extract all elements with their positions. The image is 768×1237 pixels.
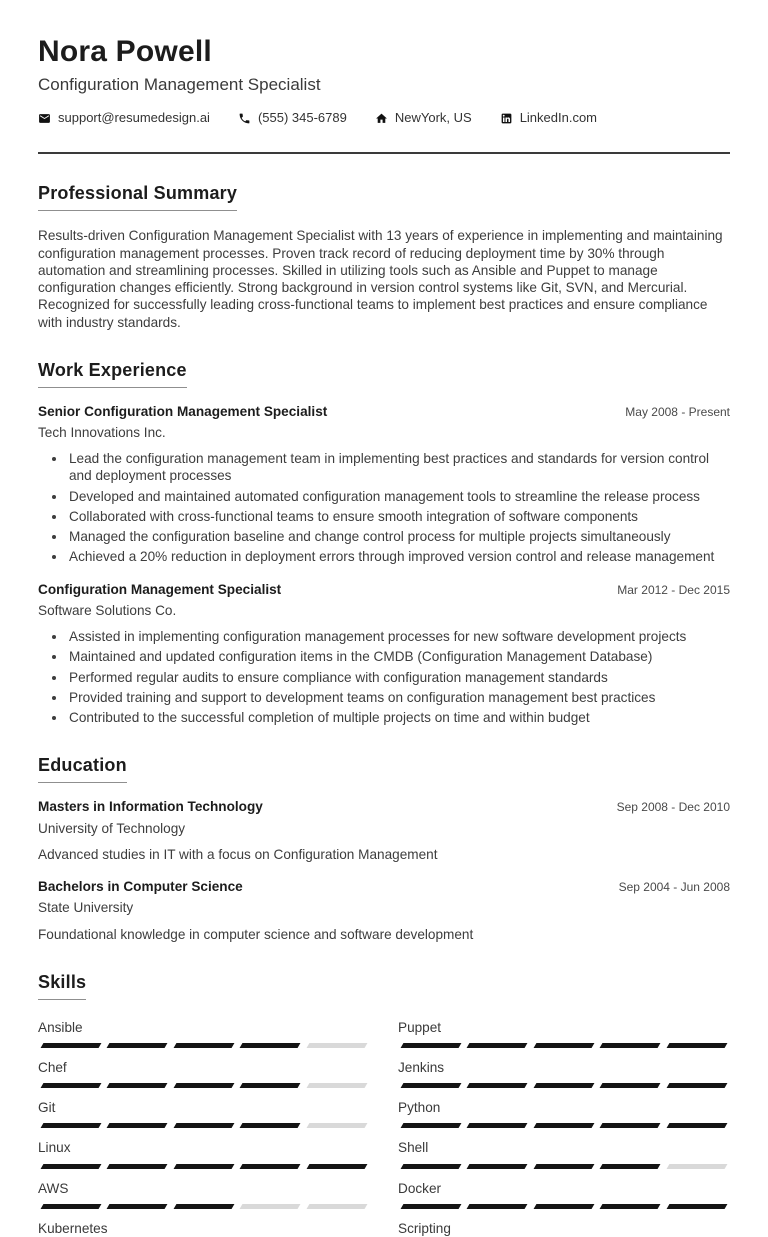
contact-email — [38, 110, 210, 127]
section-title-work-experience: Work Experience — [38, 359, 187, 388]
skill-level-segment — [41, 1083, 102, 1088]
work-entry — [38, 403, 730, 566]
skill-level-bar — [398, 1204, 730, 1209]
job-bullet-list — [38, 450, 730, 566]
skill-item — [38, 1220, 370, 1237]
education-dates: Sep 2008 - Dec 2010 — [616, 800, 730, 815]
skill-level-segment — [107, 1164, 168, 1169]
skill-level-bar — [398, 1083, 730, 1088]
skill-level-segment — [306, 1083, 367, 1088]
job-bullet: • Achieved a 20% reduction in deployment errors through improved version control and release management — [67, 548, 730, 565]
skill-level-segment — [600, 1204, 661, 1209]
skill-item — [38, 1099, 370, 1128]
education-entry-header — [38, 798, 730, 815]
work-entry — [38, 581, 730, 727]
contact-location-text: NewYork, US — [394, 109, 472, 125]
skill-level-segment — [600, 1083, 661, 1088]
skill-level-segment — [306, 1123, 367, 1128]
contact-linkedin-text: LinkedIn.com — [519, 109, 598, 125]
skill-level-segment — [666, 1164, 727, 1169]
education-entry — [38, 878, 730, 943]
person-job-title: Configuration Management Specialist — [38, 75, 321, 95]
resume-header — [38, 36, 730, 126]
school-name: State University — [38, 900, 134, 916]
job-bullet: • Provided training and support to development teams on configuration management best practices — [67, 689, 730, 706]
skill-item — [398, 1099, 730, 1128]
skill-item — [398, 1220, 730, 1237]
summary-paragraph: Results-driven Configuration Management Specialist with 13 years of experience in implementing and maintaining configuration management processes. Proven track record of reducing deployment time by 30% through automation and streamlining processes. Skilled in utilizing tools such as Ansible and Puppet to manage configuration changes efficiently. Strong background in version control systems like Git, SVN, and Mercurial. Recognized for successfully leading cross-functional teams to implement best practices and ensure compliance with industry standards. — [38, 228, 723, 330]
section-work-experience — [38, 331, 730, 727]
skill-level-segment — [107, 1123, 168, 1128]
person-name: Nora Powell — [38, 35, 212, 68]
skill-name: Scripting — [398, 1220, 451, 1236]
education-description: Advanced studies in IT with a focus on Configuration Management — [38, 846, 438, 862]
job-bullet: • Collaborated with cross-functional teams to ensure smooth integration of software components — [67, 508, 730, 525]
skill-level-segment — [107, 1204, 168, 1209]
skill-name: Linux — [38, 1140, 71, 1156]
skill-level-bar — [398, 1164, 730, 1169]
skills-column-1 — [38, 1008, 370, 1237]
skill-level-segment — [41, 1123, 102, 1128]
skill-item — [38, 1180, 370, 1209]
skill-level-segment — [401, 1043, 462, 1048]
skill-item — [38, 1019, 370, 1048]
skill-level-segment — [306, 1043, 367, 1048]
skill-level-segment — [401, 1083, 462, 1088]
job-bullet: • Maintained and updated configuration items in the CMDB (Configuration Management Database) — [67, 648, 730, 665]
skill-name: Git — [38, 1100, 56, 1116]
contact-email-text: support@resumedesign.ai — [58, 109, 210, 125]
skill-level-segment — [467, 1123, 528, 1128]
skill-level-bar — [398, 1043, 730, 1048]
section-education — [38, 726, 730, 942]
skill-level-segment — [600, 1043, 661, 1048]
skill-level-segment — [107, 1043, 168, 1048]
skill-level-segment — [173, 1204, 234, 1209]
skill-level-segment — [467, 1204, 528, 1209]
email-icon — [38, 112, 51, 125]
skill-level-segment — [533, 1083, 594, 1088]
skill-name: Python — [398, 1100, 441, 1116]
contact-phone-text: (555) 345-6789 — [257, 109, 347, 125]
skill-level-segment — [41, 1204, 102, 1209]
skill-level-segment — [240, 1043, 301, 1048]
skill-level-segment — [533, 1164, 594, 1169]
skill-level-bar — [38, 1043, 370, 1048]
skill-item — [38, 1059, 370, 1088]
phone-icon — [238, 112, 251, 125]
skills-grid — [38, 1008, 730, 1237]
skill-name: Ansible — [38, 1019, 83, 1035]
job-bullet: • Performed regular audits to ensure compliance with configuration management standards — [67, 669, 730, 686]
section-skills — [38, 943, 730, 1237]
skill-level-segment — [401, 1164, 462, 1169]
skill-item — [398, 1180, 730, 1209]
skill-name: Docker — [398, 1180, 442, 1196]
skill-level-segment — [533, 1043, 594, 1048]
skills-column-2 — [398, 1008, 730, 1237]
education-description: Foundational knowledge in computer science and software development — [38, 926, 474, 942]
skill-level-segment — [401, 1204, 462, 1209]
skill-level-segment — [467, 1043, 528, 1048]
job-bullet: • Contributed to the successful completion of multiple projects on time and within budget — [67, 709, 730, 726]
skill-item — [398, 1019, 730, 1048]
job-company: Software Solutions Co. — [38, 602, 177, 618]
skill-level-bar — [38, 1083, 370, 1088]
skill-level-segment — [666, 1204, 727, 1209]
skill-level-segment — [533, 1123, 594, 1128]
skill-name: Kubernetes — [38, 1220, 108, 1236]
job-title: Senior Configuration Management Specialist — [38, 403, 328, 419]
school-name: University of Technology — [38, 820, 186, 836]
skill-level-segment — [173, 1083, 234, 1088]
education-entry-header — [38, 878, 730, 895]
education-dates: Sep 2004 - Jun 2008 — [618, 880, 730, 895]
contact-linkedin — [500, 110, 597, 127]
skill-level-segment — [467, 1164, 528, 1169]
skill-name: Puppet — [398, 1019, 442, 1035]
work-entry-header — [38, 581, 730, 598]
skill-name: Chef — [38, 1059, 67, 1075]
job-bullet: • Managed the configuration baseline and change control process for multiple projects simultaneously — [67, 528, 730, 545]
skill-level-segment — [41, 1043, 102, 1048]
skill-item — [38, 1139, 370, 1168]
skill-level-bar — [38, 1123, 370, 1128]
skill-level-bar — [38, 1204, 370, 1209]
job-bullet: • Assisted in implementing configuration management processes for new software development projects — [67, 628, 730, 645]
skill-level-segment — [240, 1123, 301, 1128]
skill-level-segment — [306, 1164, 367, 1169]
skill-level-segment — [666, 1043, 727, 1048]
skill-name: Jenkins — [398, 1059, 445, 1075]
skill-level-segment — [600, 1123, 661, 1128]
skill-level-segment — [240, 1083, 301, 1088]
job-company: Tech Innovations Inc. — [38, 424, 166, 440]
skill-level-segment — [306, 1204, 367, 1209]
contact-phone — [238, 110, 347, 127]
contact-row — [38, 110, 730, 127]
section-professional-summary — [38, 154, 730, 330]
skill-level-segment — [107, 1083, 168, 1088]
skill-level-segment — [666, 1083, 727, 1088]
skill-level-bar — [398, 1123, 730, 1128]
skill-item — [398, 1139, 730, 1168]
skill-level-segment — [173, 1123, 234, 1128]
job-bullet: • Developed and maintained automated configuration management tools to streamline the release process — [67, 488, 730, 505]
section-title-professional-summary: Professional Summary — [38, 182, 237, 211]
job-dates: Mar 2012 - Dec 2015 — [617, 582, 730, 597]
skill-level-segment — [600, 1164, 661, 1169]
job-dates: May 2008 - Present — [625, 404, 730, 419]
education-entry — [38, 798, 730, 863]
skill-level-segment — [41, 1164, 102, 1169]
skill-level-segment — [401, 1123, 462, 1128]
skill-level-segment — [173, 1164, 234, 1169]
skill-name: AWS — [38, 1180, 69, 1196]
skill-level-bar — [38, 1164, 370, 1169]
section-title-skills: Skills — [38, 971, 86, 1000]
work-entry-header — [38, 403, 730, 420]
skill-level-segment — [173, 1043, 234, 1048]
work-experience-list — [38, 403, 730, 727]
skill-level-segment — [240, 1164, 301, 1169]
skill-item — [398, 1059, 730, 1088]
job-title: Configuration Management Specialist — [38, 581, 282, 597]
degree-title: Bachelors in Computer Science — [38, 879, 243, 895]
job-bullet: • Lead the configuration management team in implementing best practices and standards for version control and deployment processes — [67, 450, 730, 485]
skill-level-segment — [666, 1123, 727, 1128]
skill-level-segment — [467, 1083, 528, 1088]
contact-location — [375, 110, 472, 127]
degree-title: Masters in Information Technology — [38, 799, 263, 815]
education-list — [38, 798, 730, 943]
skill-level-segment — [240, 1204, 301, 1209]
job-bullet-list — [38, 628, 730, 726]
skill-name: Shell — [398, 1140, 429, 1156]
linkedin-icon — [500, 112, 513, 125]
skill-level-segment — [533, 1204, 594, 1209]
home-icon — [375, 112, 388, 125]
section-title-education: Education — [38, 754, 127, 783]
